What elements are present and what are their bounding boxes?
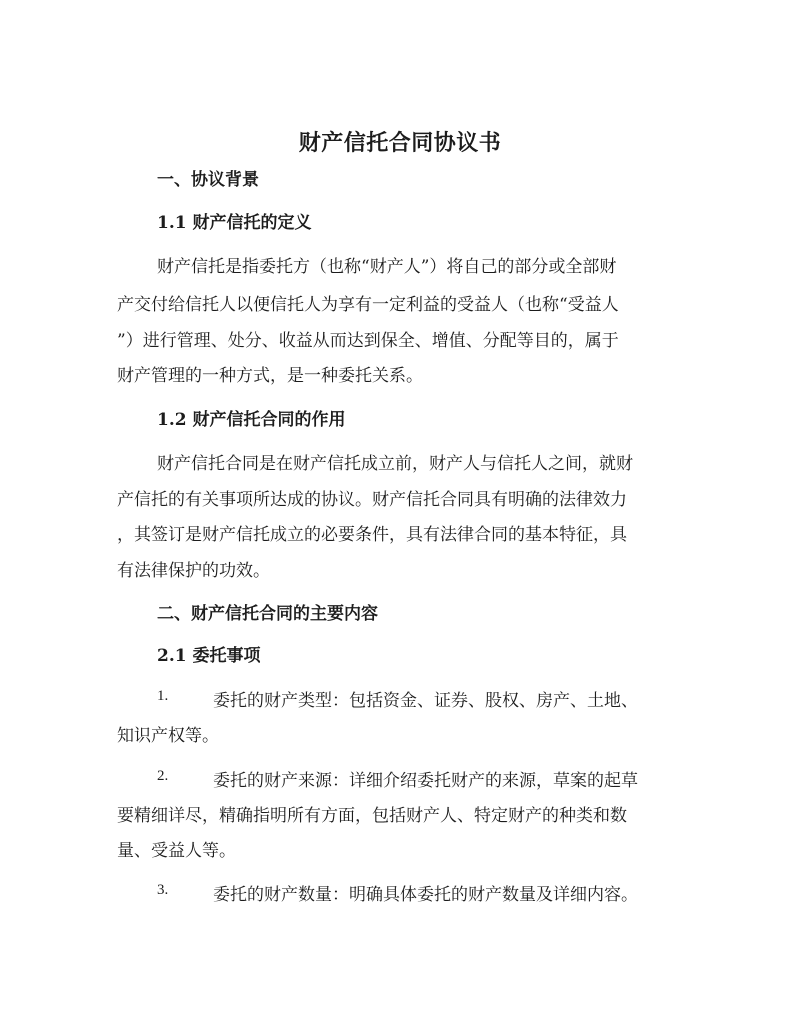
list-item-text: 委托的财产数量：明确具体委托的财产数量及详细内容。 — [213, 885, 638, 905]
list-item-number: 3. — [157, 882, 169, 898]
paragraph-line: 产信托的有关事项所达成的协议。财产信托合同具有明确的法律效力 — [117, 490, 627, 510]
list-item-number: 1. — [157, 688, 169, 704]
paragraph-line: 有法律保护的功效。 — [117, 561, 270, 581]
list-item-text: 量、受益人等。 — [117, 841, 236, 861]
document-title: 财产信托合同协议书 — [298, 130, 502, 156]
paragraph-line: 财产信托合同是在财产信托成立前，财产人与信托人之间，就财 — [157, 454, 633, 474]
subsection-1-1-heading: 1.1 财产信托的定义 — [157, 213, 312, 233]
paragraph-line: ”）进行管理、处分、收益从而达到保全、增值、分配等目的，属于 — [117, 331, 619, 351]
subsection-1-2-heading: 1.2 财产信托合同的作用 — [157, 410, 346, 430]
list-item-text: 委托的财产来源：详细介绍委托财产的来源，草案的起草 — [213, 771, 638, 791]
paragraph-line: 财产信托是指委托方（也称“财产人”）将自己的部分或全部财 — [157, 257, 617, 277]
list-item-text: 委托的财产类型：包括资金、证券、股权、房产、土地、 — [213, 691, 638, 711]
subsection-2-1-heading: 2.1 委托事项 — [157, 646, 261, 666]
section-2-heading: 二、财产信托合同的主要内容 — [157, 604, 378, 624]
list-item-text: 要精细详尽，精确指明所有方面，包括财产人、特定财产的种类和数 — [117, 806, 627, 826]
list-item-text: 知识产权等。 — [117, 726, 219, 746]
list-item-number: 2. — [157, 768, 169, 784]
paragraph-line: 财产管理的一种方式，是一种委托关系。 — [117, 366, 423, 386]
paragraph-line: 产交付给信托人以便信托人为享有一定利益的受益人（也称“受益人 — [117, 295, 619, 315]
paragraph-line: ，其签订是财产信托成立的必要条件，具有法律合同的基本特征，具 — [117, 525, 627, 545]
section-1-heading: 一、协议背景 — [157, 170, 259, 190]
